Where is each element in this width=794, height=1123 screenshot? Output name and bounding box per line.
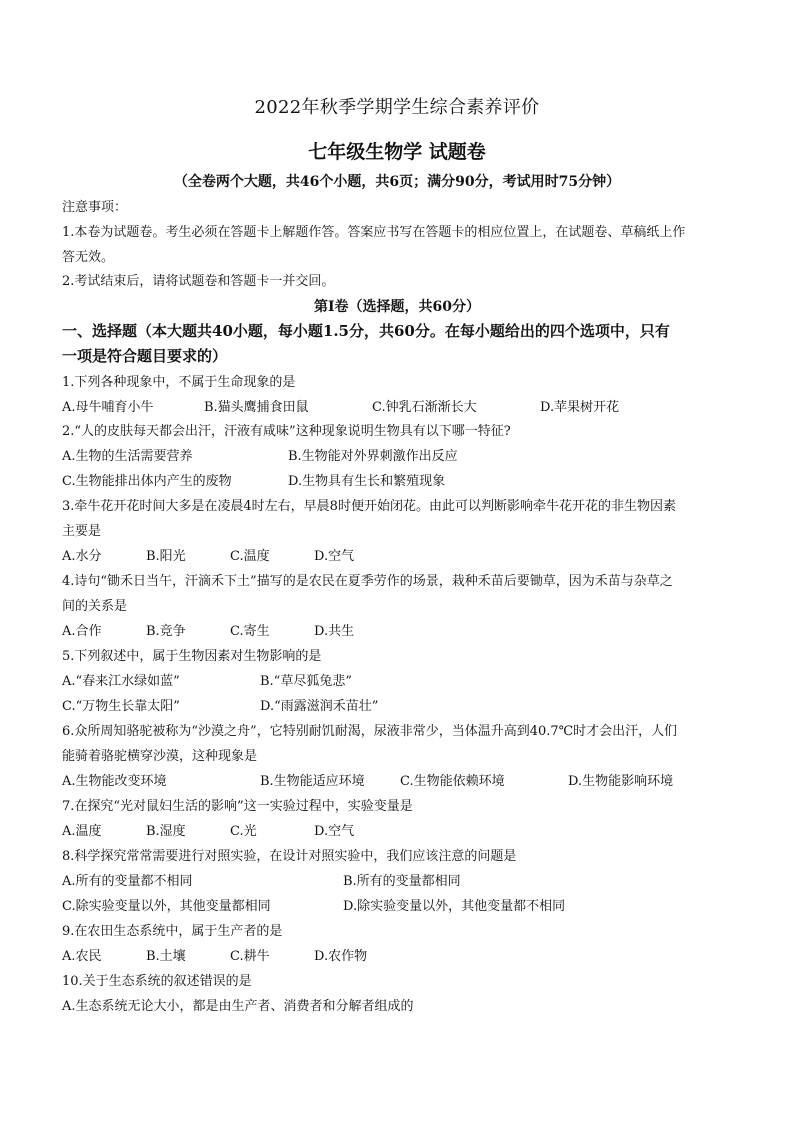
- question-1-option-d: D.苹果树开花: [540, 400, 620, 415]
- question-8-option-b: B.所有的变量都相同: [343, 874, 461, 889]
- question-7-stem: 7.在探究“光对鼠妇生活的影响”这一实验过程中，实验变量是: [62, 799, 413, 814]
- section-1-heading: 一、选择题（本大题共40小题，每小题1.5分，共60分。在每小题给出的四个选项中，只有: [62, 322, 670, 340]
- question-4-option-c: C.寄生: [230, 624, 270, 639]
- question-2-option-b: B.生物能对外界刺激作出反应: [288, 449, 458, 464]
- question-6-option-b: B.生物能适应环境: [260, 774, 365, 789]
- question-6-stem-cont: 能骑着骆驼横穿沙漠，这种现象是: [62, 749, 258, 764]
- exam-subject-title: 七年级生物学 试题卷: [308, 141, 486, 163]
- question-2-option-c: C.生物能排出体内产生的废物: [62, 474, 232, 489]
- question-4-option-a: A.合作: [62, 624, 102, 639]
- question-7-option-d: D.空气: [314, 824, 355, 839]
- question-1-option-c: C.钟乳石渐渐长大: [372, 400, 477, 415]
- question-9-stem: 9.在农田生态系统中，属于生产者的是: [62, 924, 283, 939]
- part-1-title: 第Ⅰ卷（选择题，共60分）: [313, 299, 481, 315]
- question-8-option-d: D.除实验变量以外，其他变量都不相同: [343, 899, 566, 914]
- question-6-option-c: C.生物能依赖环境: [400, 774, 505, 789]
- question-2-option-d: D.生物具有生长和繁殖现象: [288, 474, 446, 489]
- question-6-option-a: A.生物能改变环境: [62, 774, 167, 789]
- question-7-option-b: B.湿度: [146, 824, 186, 839]
- exam-title: 2022年秋季学期学生综合素养评价: [254, 97, 540, 118]
- question-10-stem: 10.关于生态系统的叙述错误的是: [62, 974, 252, 989]
- question-3-stem-cont: 主要是: [62, 524, 102, 539]
- question-5-option-a: A.“春来江水绿如蓝”: [62, 674, 180, 689]
- question-5-option-b: B.“草尽狐兔悲”: [260, 674, 352, 689]
- question-2-option-a: A.生物的生活需要营养: [62, 449, 193, 464]
- exam-info: （全卷两个大题，共46个小题，共6页；满分90分，考试用时75分钟）: [173, 174, 621, 190]
- question-9-option-c: C.耕牛: [230, 949, 270, 964]
- question-5-option-d: D.“雨露滋润禾苗壮”: [260, 699, 379, 714]
- question-3-option-c: C.温度: [230, 549, 270, 564]
- section-1-heading-cont: 一项是符合题目要求的）: [62, 347, 228, 365]
- question-3-option-d: D.空气: [314, 549, 355, 564]
- notice-heading: 注意事项：: [62, 200, 128, 215]
- question-9-option-a: A.农民: [62, 949, 102, 964]
- question-7-option-c: C.光: [230, 824, 257, 839]
- question-8-option-a: A.所有的变量都不相同: [62, 874, 193, 889]
- question-1-stem: 1.下列各种现象中，不属于生命现象的是: [62, 375, 296, 390]
- question-7-option-a: A.温度: [62, 824, 102, 839]
- question-5-option-c: C.“万物生长靠太阳”: [62, 699, 180, 714]
- notice-item-2: 2.考试结束后，请将试题卷和答题卡一并交回。: [62, 274, 335, 289]
- question-6-option-d: D.生物能影响环境: [568, 774, 674, 789]
- question-9-option-d: D.农作物: [314, 949, 368, 964]
- question-1-option-b: B.猫头鹰捕食田鼠: [204, 400, 309, 415]
- question-9-option-b: B.土壤: [146, 949, 186, 964]
- question-4-stem-cont: 间的关系是: [62, 599, 128, 614]
- question-10-option-a: A.生态系统无论大小，都是由生产者、消费者和分解者组成的: [62, 999, 414, 1014]
- question-3-stem: 3.牵牛花开花时间大多是在凌晨4时左右，早晨8时便开始闭花。由此可以判断影响牵牛花开花的非生物因素: [62, 499, 676, 514]
- question-8-stem: 8.科学探究常常需要进行对照实验，在设计对照实验中，我们应该注意的问题是: [62, 849, 517, 864]
- question-6-stem: 6.众所周知骆驼被称为“沙漠之舟”，它特别耐饥耐渴，尿液非常少，当体温升高到40.7℃时才会出汗，人们: [62, 724, 678, 739]
- question-4-option-b: B.竞争: [146, 624, 186, 639]
- question-3-option-b: B.阳光: [146, 549, 186, 564]
- question-3-option-a: A.水分: [62, 549, 102, 564]
- question-5-stem: 5.下列叙述中，属于生物因素对生物影响的是: [62, 649, 322, 664]
- question-4-option-d: D.共生: [314, 624, 355, 639]
- notice-item-1-cont: 答无效。: [62, 250, 115, 265]
- question-8-option-c: C.除实验变量以外，其他变量都相同: [62, 899, 271, 914]
- notice-item-1: 1.本卷为试题卷。考生必须在答题卡上解题作答。答案应书写在答题卡的相应位置上，在试题卷、草稿纸上作: [62, 225, 686, 240]
- question-1-option-a: A.母牛哺育小牛: [62, 400, 154, 415]
- question-2-stem: 2.“人的皮肤每天都会出汗，汗液有咸味”这种现象说明生物具有以下哪一特征?: [62, 424, 511, 439]
- question-4-stem: 4.诗句“锄禾日当午，汗滴禾下土”描写的是农民在夏季劳作的场景，栽种禾苗后要锄草，因为禾苗与杂草之: [62, 574, 673, 589]
